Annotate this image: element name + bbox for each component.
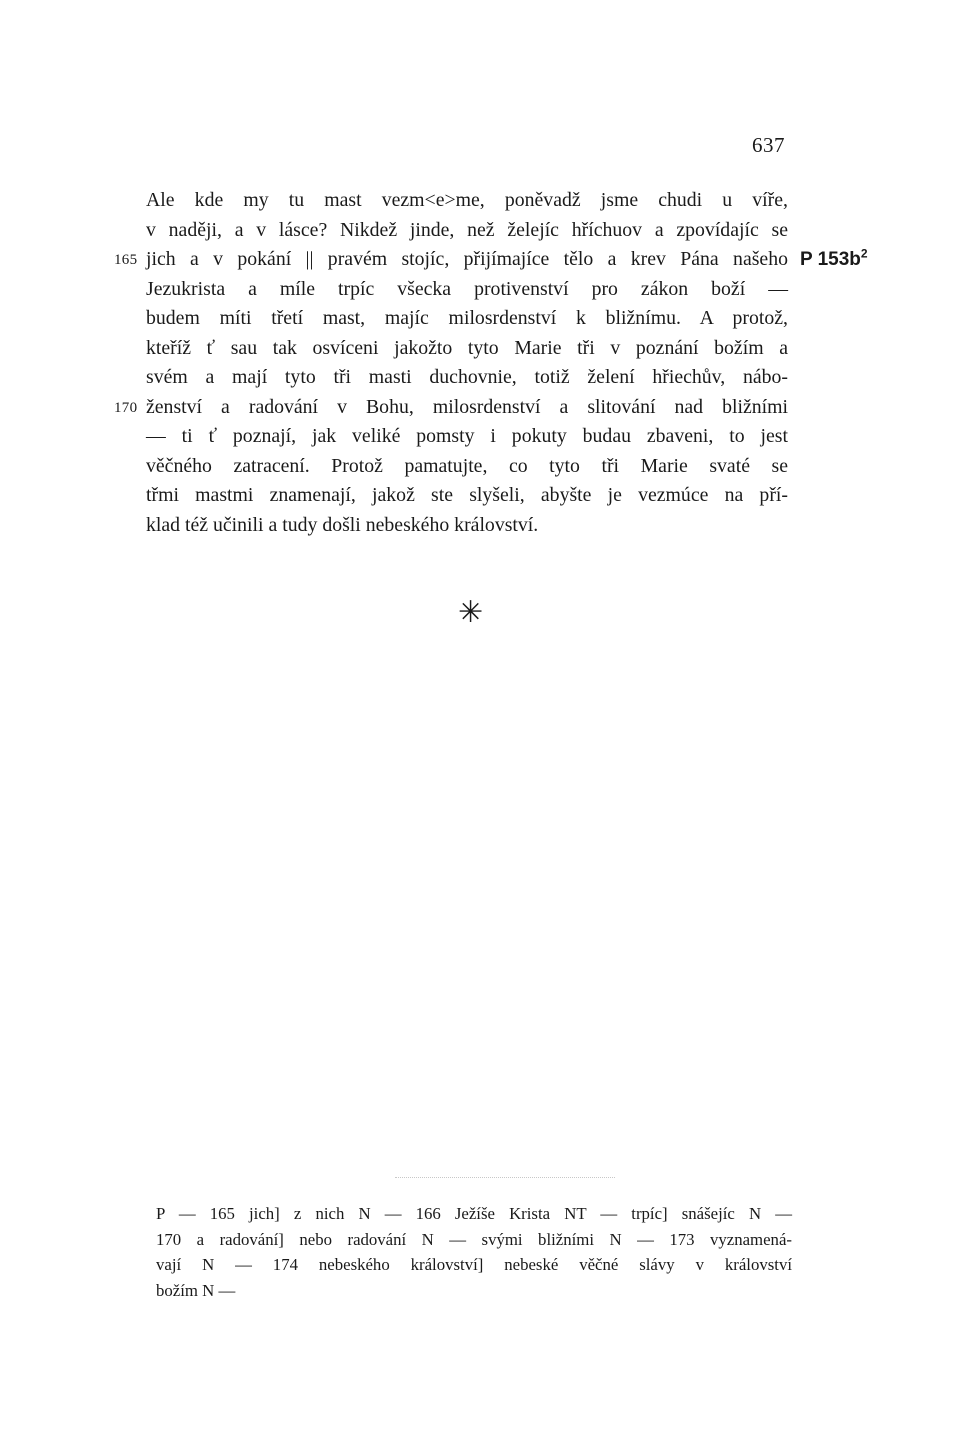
apparatus-line-text: božím N — xyxy=(156,1280,236,1300)
line-text: věčného zatracení. Protož pamatujte, co tyto tři Marie svaté se xyxy=(146,454,788,477)
footnote-divider xyxy=(395,1177,615,1178)
text-line xyxy=(146,186,788,216)
apparatus-line-text: P — 165 jich] z nich N — 166 Ježíše Krista NT — trpíc] snášejíc N — xyxy=(156,1204,792,1223)
page-number: 637 xyxy=(752,133,785,157)
folio-reference xyxy=(800,245,868,275)
line-text: svém a mají tyto tři masti duchovnie, totiž želení hřiechův, nábo- xyxy=(146,366,788,388)
text-line xyxy=(114,393,788,423)
apparatus-line-text: vají N — 174 nebeského království] nebeské věčné slávy v království xyxy=(156,1255,792,1274)
line-text: v naději, a v lásce? Nikdež jinde, než želejíc hříchuov a zpovídajíc se xyxy=(146,218,788,241)
text-line xyxy=(114,245,868,275)
apparatus-line xyxy=(156,1201,792,1227)
text-line xyxy=(146,422,788,452)
line-number: 165 xyxy=(114,252,138,268)
text-line xyxy=(146,275,788,305)
line-text: Jezukrista a míle trpíc všecka protivenství pro zákon boží — xyxy=(146,277,788,300)
apparatus-line xyxy=(156,1252,792,1278)
critical-apparatus xyxy=(156,1201,792,1303)
text-line xyxy=(146,304,788,334)
text-line xyxy=(146,363,788,393)
text-line xyxy=(146,511,788,541)
text-line xyxy=(146,481,788,511)
line-text: jich a v pokání || pravém stojíc, přijímajíce tělo a krev Pána našeho xyxy=(146,248,788,270)
line-text: klad též učinili a tudy došli nebeského království. xyxy=(146,513,539,536)
apparatus-line xyxy=(156,1227,792,1253)
text-line xyxy=(146,452,788,482)
folio-reference-text: P 153b xyxy=(800,249,861,270)
line-text: budem míti třetí mast, majíc milosrdenství k bližnímu. A protož, xyxy=(146,307,788,329)
text-line xyxy=(146,334,788,364)
apparatus-line-text: 170 a radování] nebo radování N — svými bližními N — 173 vyznamená- xyxy=(156,1229,792,1249)
main-text xyxy=(114,186,868,540)
line-text: kteříž ť sau tak osvíceni jakožto tyto Marie tři v poznání božím a xyxy=(146,336,788,359)
line-text: ženství a radování v Bohu, milosrdenství a slitování nad bližními xyxy=(146,395,788,418)
section-separator-asterisk: ✳ xyxy=(458,595,484,630)
line-number: 170 xyxy=(114,399,138,416)
folio-reference-superscript: 2 xyxy=(860,246,868,261)
line-text: — ti ť poznají, jak veliké pomsty i pokuty budau zbaveni, to jest xyxy=(146,425,788,447)
line-text: třmi mastmi znamenají, jakož ste slyšeli, abyšte je vezmúce na pří- xyxy=(146,484,788,506)
line-text: Ale kde my tu mast vezm<e>me, poněvadž jsme chudi u víře, xyxy=(146,189,788,211)
apparatus-line xyxy=(156,1278,792,1304)
text-line xyxy=(146,216,788,246)
